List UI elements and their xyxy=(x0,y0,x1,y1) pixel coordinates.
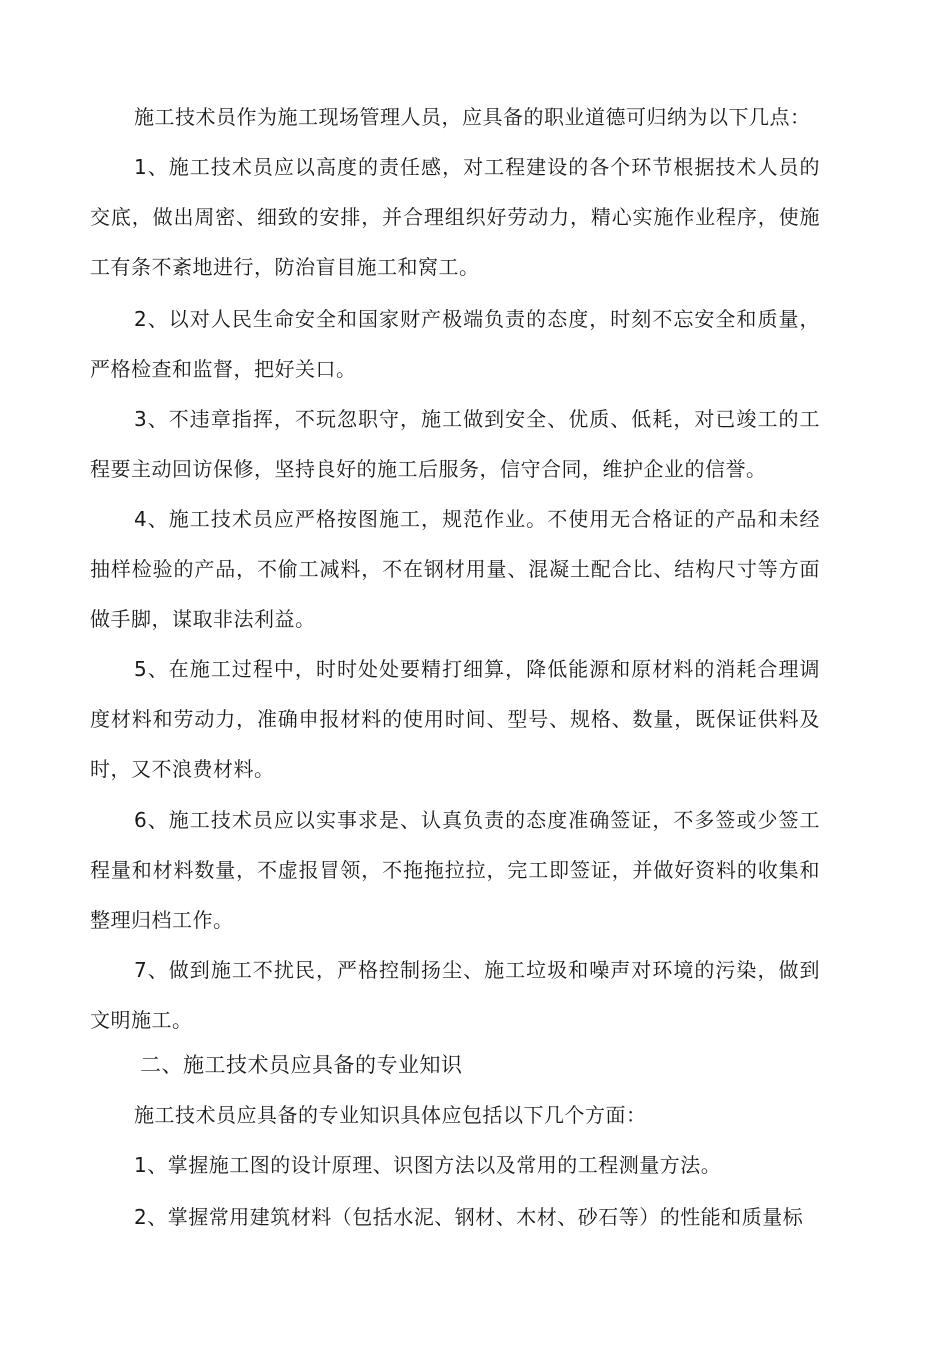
knowledge-intro-paragraph: 施工技术员应具备的专业知识具体应包括以下几个方面： xyxy=(134,1103,647,1127)
item-7-paragraph: 7、做到施工不扰民，严格控制扬尘、施工垃圾和噪声对环境的污染，做到文明施工。 xyxy=(90,958,820,1032)
item-5-paragraph: 5、在施工过程中，时时处处要精打细算，降低能源和原材料的消耗合理调度材料和劳动力，准确申报材料的使用时间、型号、规格、数量，既保证供料及时，又不浪费材料。 xyxy=(90,657,820,781)
section-heading: 二、施工技术员应具备的专业知识 xyxy=(140,1053,463,1077)
item-1-paragraph: 1、施工技术员应以高度的责任感，对工程建设的各个环节根据技术人员的交底，做出周密、细致的安排，并合理组织好劳动力，精心实施作业程序，使施工有条不紊地进行，防治盲目施工和窝工。 xyxy=(90,155,820,279)
item-3-paragraph: 3、不违章指挥，不玩忽职守，施工做到安全、优质、低耗，对已竣工的工程要主动回访保修，坚持良好的施工后服务，信守合同，维护企业的信誉。 xyxy=(90,407,820,481)
item-2-paragraph: 2、以对人民生命安全和国家财产极端负责的态度，时刻不忘安全和质量，严格检查和监督，把好关口。 xyxy=(90,307,820,381)
knowledge-item-1-paragraph: 1、掌握施工图的设计原理、识图方法以及常用的工程测量方法。 xyxy=(134,1153,722,1177)
item-4-paragraph: 4、施工技术员应严格按图施工，规范作业。不使用无合格证的产品和未经抽样检验的产品，不偷工减料，不在钢材用量、混凝土配合比、结构尺寸等方面做手脚，谋取非法利益。 xyxy=(90,507,820,631)
knowledge-item-2-paragraph: 2、掌握常用建筑材料（包括水泥、钢材、木材、砂石等）的性能和质量标 xyxy=(134,1205,804,1229)
item-6-paragraph: 6、施工技术员应以实事求是、认真负责的态度准确签证，不多签或少签工程量和材料数量，不虚报冒领，不拖拖拉拉，完工即签证，并做好资料的收集和整理归档工作。 xyxy=(90,808,820,932)
intro-paragraph: 施工技术员作为施工现场管理人员，应具备的职业道德可归纳为以下几点： xyxy=(134,105,811,129)
